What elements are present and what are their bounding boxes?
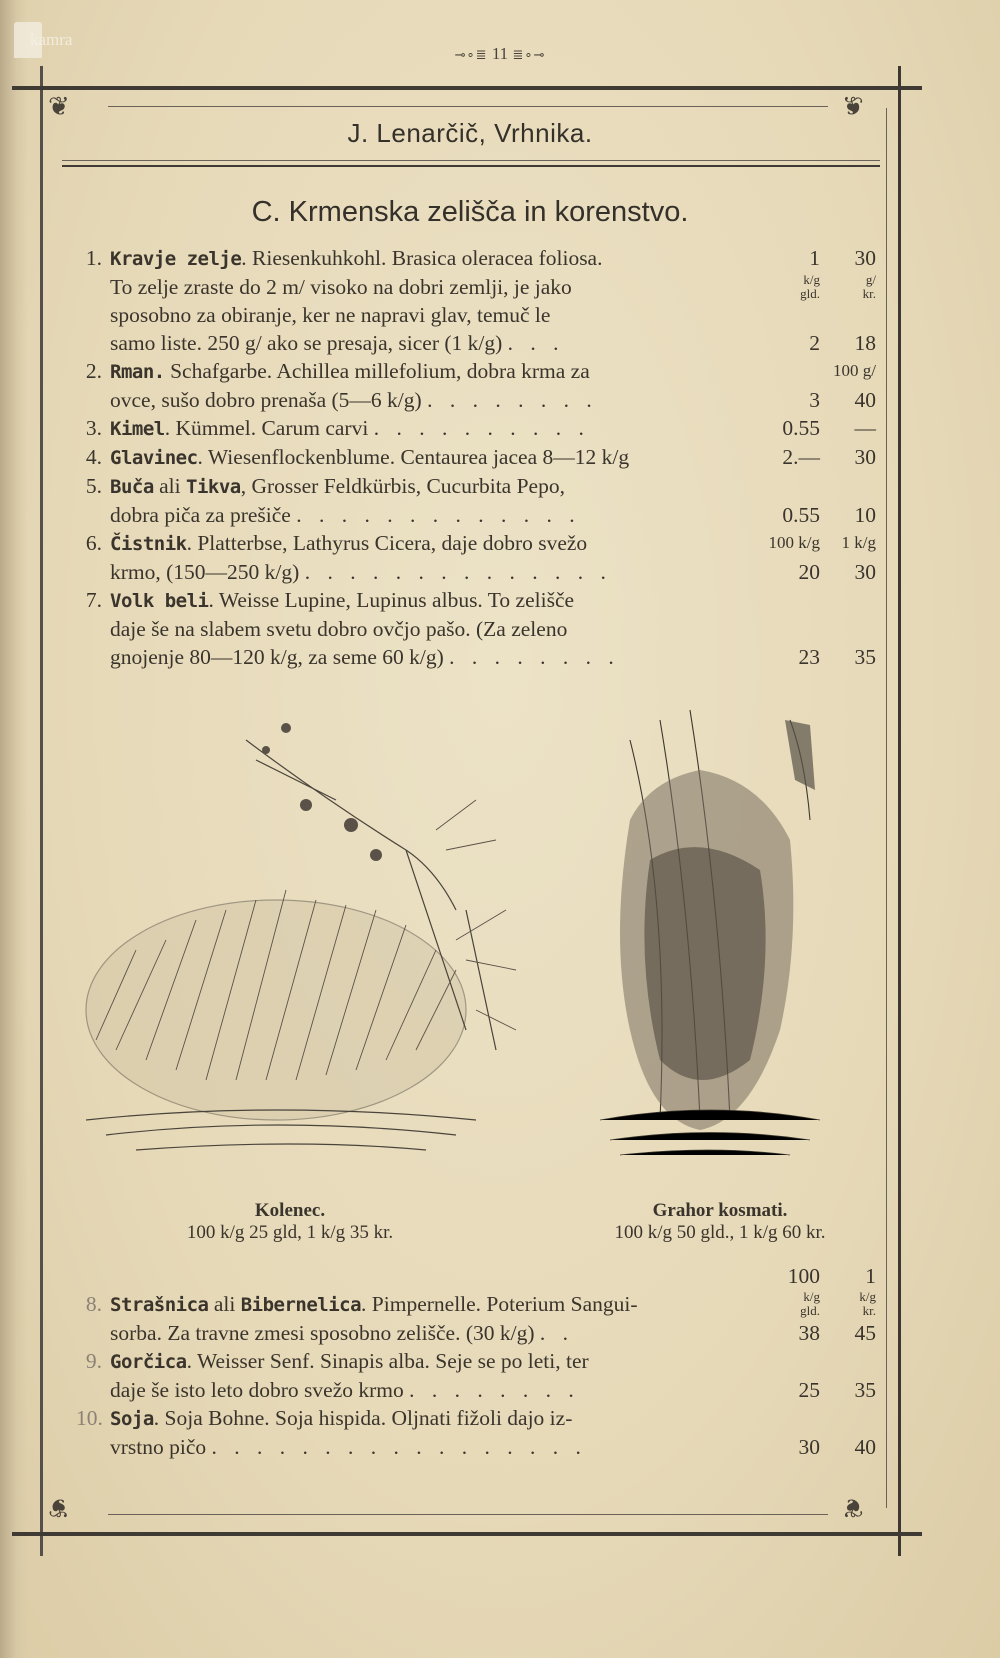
section-title: C. Krmenska zelišča in korenstvo. bbox=[251, 196, 689, 228]
item-description: . Platterbse, Lathyrus Cicera, daje dobro svežo bbox=[186, 531, 588, 555]
list-item bbox=[76, 529, 876, 586]
item-description: . Soja Bohne. Soja hispida. Oljnati fižoli dajo iz- bbox=[153, 1406, 573, 1430]
corner-ornament-icon: ❦ bbox=[842, 1492, 864, 1522]
item-name: Gorčica bbox=[110, 1351, 187, 1373]
item-name: Čistnik bbox=[110, 533, 187, 555]
price-gld: 0.55 bbox=[782, 503, 820, 527]
item-connector: ali bbox=[153, 474, 187, 498]
price-kr: 40 bbox=[854, 388, 876, 412]
item-number: 1. bbox=[85, 246, 102, 270]
list-item bbox=[76, 472, 876, 529]
unit-note-kr: 1 k/g bbox=[841, 533, 876, 552]
price-column-header bbox=[76, 1262, 876, 1290]
figure-name: Grahor kosmati. bbox=[652, 1200, 788, 1221]
product-list-bottom bbox=[76, 1262, 876, 1461]
item-name: Glavinec bbox=[110, 447, 198, 469]
page-number-value: 11 bbox=[491, 44, 509, 63]
frame-left-rule bbox=[40, 66, 43, 1556]
item-name: Strašnica bbox=[110, 1294, 209, 1316]
item-number: 5. bbox=[85, 474, 102, 498]
price-kr: 45 bbox=[854, 1321, 876, 1345]
item-name: Rman. bbox=[110, 361, 165, 383]
price-kr: 35 bbox=[854, 1378, 876, 1402]
price-gld: 0.55 bbox=[782, 416, 820, 440]
item-name: Soja bbox=[110, 1408, 154, 1430]
list-item bbox=[76, 244, 876, 357]
item-description: vrstno pičo bbox=[110, 1435, 207, 1459]
price-kr: 40 bbox=[854, 1435, 876, 1459]
list-item bbox=[76, 1290, 876, 1347]
frame-top-rule bbox=[12, 86, 922, 90]
item-number: 7. bbox=[85, 588, 102, 612]
column-unit: g/ bbox=[865, 272, 876, 287]
corner-ornament-icon: ❦ bbox=[48, 1492, 70, 1522]
column-unit: k/g bbox=[803, 1289, 820, 1304]
inner-top-rule bbox=[108, 106, 828, 107]
figure-name: Kolenec. bbox=[254, 1200, 326, 1221]
leader-dots: . . . . . . . . bbox=[409, 1378, 580, 1402]
price-kr: 35 bbox=[854, 645, 876, 669]
kolenec-illustration bbox=[76, 710, 536, 1170]
column-qty: 30 bbox=[854, 246, 876, 270]
item-name: Kravje zelje bbox=[110, 248, 242, 270]
item-name: Kimel bbox=[110, 418, 165, 440]
list-item bbox=[76, 443, 876, 472]
ornament-left-icon: ⊸∘≣ bbox=[454, 47, 488, 62]
item-description: gnojenje 80—120 k/g, za seme 60 k/g) bbox=[110, 645, 444, 669]
column-currency: gld. bbox=[800, 1303, 820, 1318]
price-kr: — bbox=[854, 416, 876, 440]
header-double-rule bbox=[62, 160, 880, 167]
figure-price: 100 k/g 50 gld., 1 k/g 60 kr. bbox=[614, 1222, 826, 1243]
unit-note-gld: 100 k/g bbox=[768, 533, 820, 552]
item-connector: ali bbox=[208, 1292, 241, 1316]
column-currency: kr. bbox=[862, 1303, 876, 1318]
price-kr: 10 bbox=[854, 503, 876, 527]
price-gld: 38 bbox=[798, 1321, 820, 1345]
column-currency: gld. bbox=[800, 286, 820, 301]
item-description: sorba. Za travne zmesi sposobno zelišče. (30 k/g) bbox=[110, 1321, 535, 1345]
item-name: Buča bbox=[110, 476, 154, 498]
column-currency: kr. bbox=[862, 286, 876, 301]
list-item bbox=[76, 1347, 876, 1404]
item-number: 4. bbox=[85, 445, 102, 469]
item-description: . Pimpernelle. Poterium Sangui- bbox=[361, 1292, 638, 1316]
item-description: dobra piča za prešiče bbox=[110, 503, 291, 527]
item-number: 10. bbox=[76, 1406, 103, 1430]
figure-caption bbox=[560, 1200, 880, 1244]
leader-dots: . . . . . . . . . . bbox=[373, 416, 590, 440]
price-kr: 18 bbox=[854, 331, 876, 355]
item-description: daje še na slabem svetu dobro ovčjo pašo. (Za zeleno bbox=[110, 617, 568, 641]
price-gld: 3 bbox=[809, 388, 820, 412]
book-spine-shadow bbox=[0, 0, 28, 1658]
column-qty: 100 bbox=[787, 1264, 820, 1288]
list-item bbox=[76, 1404, 876, 1461]
grahor-kosmati-illustration bbox=[590, 700, 840, 1170]
price-kr: 30 bbox=[854, 560, 876, 584]
header-title: J. Lenarčič, Vrhnika. bbox=[347, 118, 593, 148]
column-qty: 1 bbox=[809, 246, 820, 270]
list-item bbox=[76, 414, 876, 443]
unit-note: 100 g/ bbox=[833, 361, 876, 380]
leader-dots: . . . . . . . . bbox=[449, 645, 620, 669]
item-number: 6. bbox=[85, 531, 102, 555]
leader-dots: . . . . . . . . bbox=[427, 388, 598, 412]
figure-caption bbox=[120, 1200, 460, 1244]
item-description: samo liste. 250 g/ ako se presaja, sicer (1 k/g) bbox=[110, 331, 503, 355]
list-item bbox=[76, 357, 876, 414]
list-item bbox=[76, 586, 876, 671]
item-description: . Weisser Senf. Sinapis alba. Seje se po leti, ter bbox=[186, 1349, 589, 1373]
column-unit: k/g bbox=[803, 272, 820, 287]
item-name: Volk beli bbox=[110, 590, 209, 612]
corner-ornament-icon: ❦ bbox=[842, 92, 864, 122]
leader-dots: . . . bbox=[507, 331, 565, 355]
item-description: . Riesenkuhkohl. Brasica oleracea foliosa. bbox=[241, 246, 603, 270]
corner-ornament-icon: ❦ bbox=[48, 92, 70, 122]
ornament-right-icon: ≣∘⊸ bbox=[512, 47, 546, 62]
price-gld: 2 bbox=[809, 331, 820, 355]
price-gld: 25 bbox=[798, 1378, 820, 1402]
item-number: 8. bbox=[85, 1292, 102, 1316]
watermark-text: kamra bbox=[30, 30, 73, 49]
leader-dots: . . . . . . . . . . . . . . bbox=[304, 560, 612, 584]
item-description: , Grosser Feldkürbis, Cucurbita Pepo, bbox=[240, 474, 565, 498]
inner-right-rule bbox=[886, 108, 887, 1508]
item-name-alt: Tikva bbox=[186, 476, 241, 498]
price-gld: 20 bbox=[798, 560, 820, 584]
frame-bottom-rule bbox=[12, 1532, 922, 1536]
item-description: Schafgarbe. Achillea millefolium, dobra krma za bbox=[164, 359, 590, 383]
leader-dots: . . . . . . . . . . . . . bbox=[296, 503, 581, 527]
inner-bottom-rule bbox=[108, 1514, 828, 1515]
item-description: krmo, (150—250 k/g) bbox=[110, 560, 300, 584]
item-description: . Kümmel. Carum carvi bbox=[164, 416, 369, 440]
figure-price: 100 k/g 25 gld, 1 k/g 35 kr. bbox=[186, 1222, 394, 1243]
item-description: To zelje zraste do 2 m/ visoko na dobri zemlji, je jako bbox=[110, 275, 572, 299]
frame-right-rule bbox=[898, 66, 901, 1556]
item-number: 3. bbox=[85, 416, 102, 440]
price-kr: 30 bbox=[854, 445, 876, 469]
column-unit: k/g bbox=[859, 1289, 876, 1304]
item-name-alt: Bibernelica bbox=[240, 1294, 362, 1316]
item-number: 2. bbox=[85, 359, 102, 383]
leader-dots: . . bbox=[539, 1321, 574, 1345]
item-description: daje še isto leto dobro svežo krmo bbox=[110, 1378, 404, 1402]
price-gld: 2.— bbox=[782, 445, 820, 469]
leader-dots: . . . . . . . . . . . . . . . . . bbox=[211, 1435, 587, 1459]
item-description: . Wiesenflockenblume. Centaurea jacea 8—12 k/g bbox=[197, 445, 630, 469]
item-number: 9. bbox=[85, 1349, 102, 1373]
column-qty: 1 bbox=[865, 1264, 876, 1288]
price-gld: 30 bbox=[798, 1435, 820, 1459]
page-number bbox=[0, 44, 1000, 64]
item-description: ovce, sušo dobro prenaša (5—6 k/g) bbox=[110, 388, 422, 412]
item-description: sposobno za obiranje, ker ne napravi glav, temuč le bbox=[110, 303, 551, 327]
product-list-top bbox=[76, 244, 876, 671]
item-description: . Weisse Lupine, Lupinus albus. To zelišče bbox=[208, 588, 575, 612]
price-gld: 23 bbox=[798, 645, 820, 669]
